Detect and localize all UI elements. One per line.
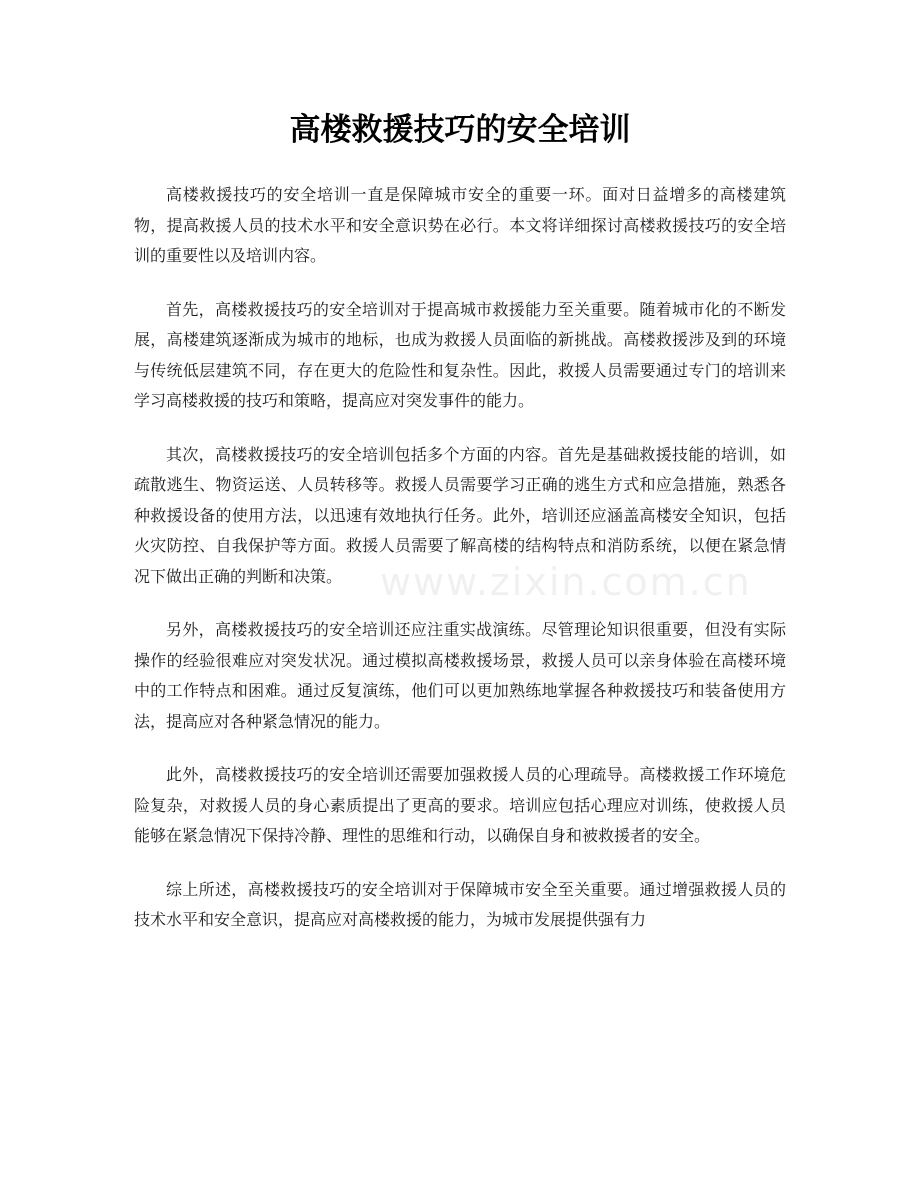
document-body — [134, 180, 786, 959]
paragraph-intro: 高楼救援技巧的安全培训一直是保障城市安全的重要一环。面对日益增多的高楼建筑物，提高救援人员的技术水平和安全意识势在必行。本文将详细探讨高楼救援技巧的安全培训的重要性以及培训内容。 — [134, 185, 786, 265]
page-title: 高楼救援技巧的安全培训 — [289, 112, 631, 148]
paragraph-content: 其次，高楼救援技巧的安全培训包括多个方面的内容。首先是基础救援技能的培训，如疏散逃生、物资运送、人员转移等。救援人员需要学习正确的逃生方式和应急措施，熟悉各种救援设备的使用方法，以迅速有效地执行任务。此外，培训还应涵盖高楼安全知识，包括火灾防控、自我保护等方面。救援人员需要了解高楼的结构特点和消防系统，以便在紧急情况下做出正确的判断和决策。 — [134, 444, 786, 586]
watermark: www.zixin.com.cn — [380, 560, 752, 604]
paragraph-importance: 首先，高楼救援技巧的安全培训对于提高城市救援能力至关重要。随着城市化的不断发展，高楼建筑逐渐成为城市的地标，也成为救援人员面临的新挑战。高楼救援涉及到的环境与传统低层建筑不同，存在更大的危险性和复杂性。因此，救援人员需要通过专门的培训来学习高楼救援的技巧和策略，提高应对突发事件的能力。 — [134, 299, 786, 410]
paragraph-psychology: 此外，高楼救援技巧的安全培训还需要加强救援人员的心理疏导。高楼救援工作环境危险复杂，对救援人员的身心素质提出了更高的要求。培训应包括心理应对训练，使救援人员能够在紧急情况下保持冷静、理性的思维和行动，以确保自身和被救援者的安全。 — [134, 765, 786, 845]
paragraph-conclusion: 综上所述，高楼救援技巧的安全培训对于保障城市安全至关重要。通过增强救援人员的技术水平和安全意识，提高应对高楼救援的能力，为城市发展提供强有力 — [134, 879, 786, 929]
paragraph-drills: 另外，高楼救援技巧的安全培训还应注重实战演练。尽管理论知识很重要，但没有实际操作的经验很难应对突发状况。通过模拟高楼救援场景，救援人员可以亲身体验在高楼环境中的工作特点和困难。通过反复演练，他们可以更加熟练地掌握各种救援技巧和装备使用方法，提高应对各种紧急情况的能力。 — [134, 620, 786, 731]
